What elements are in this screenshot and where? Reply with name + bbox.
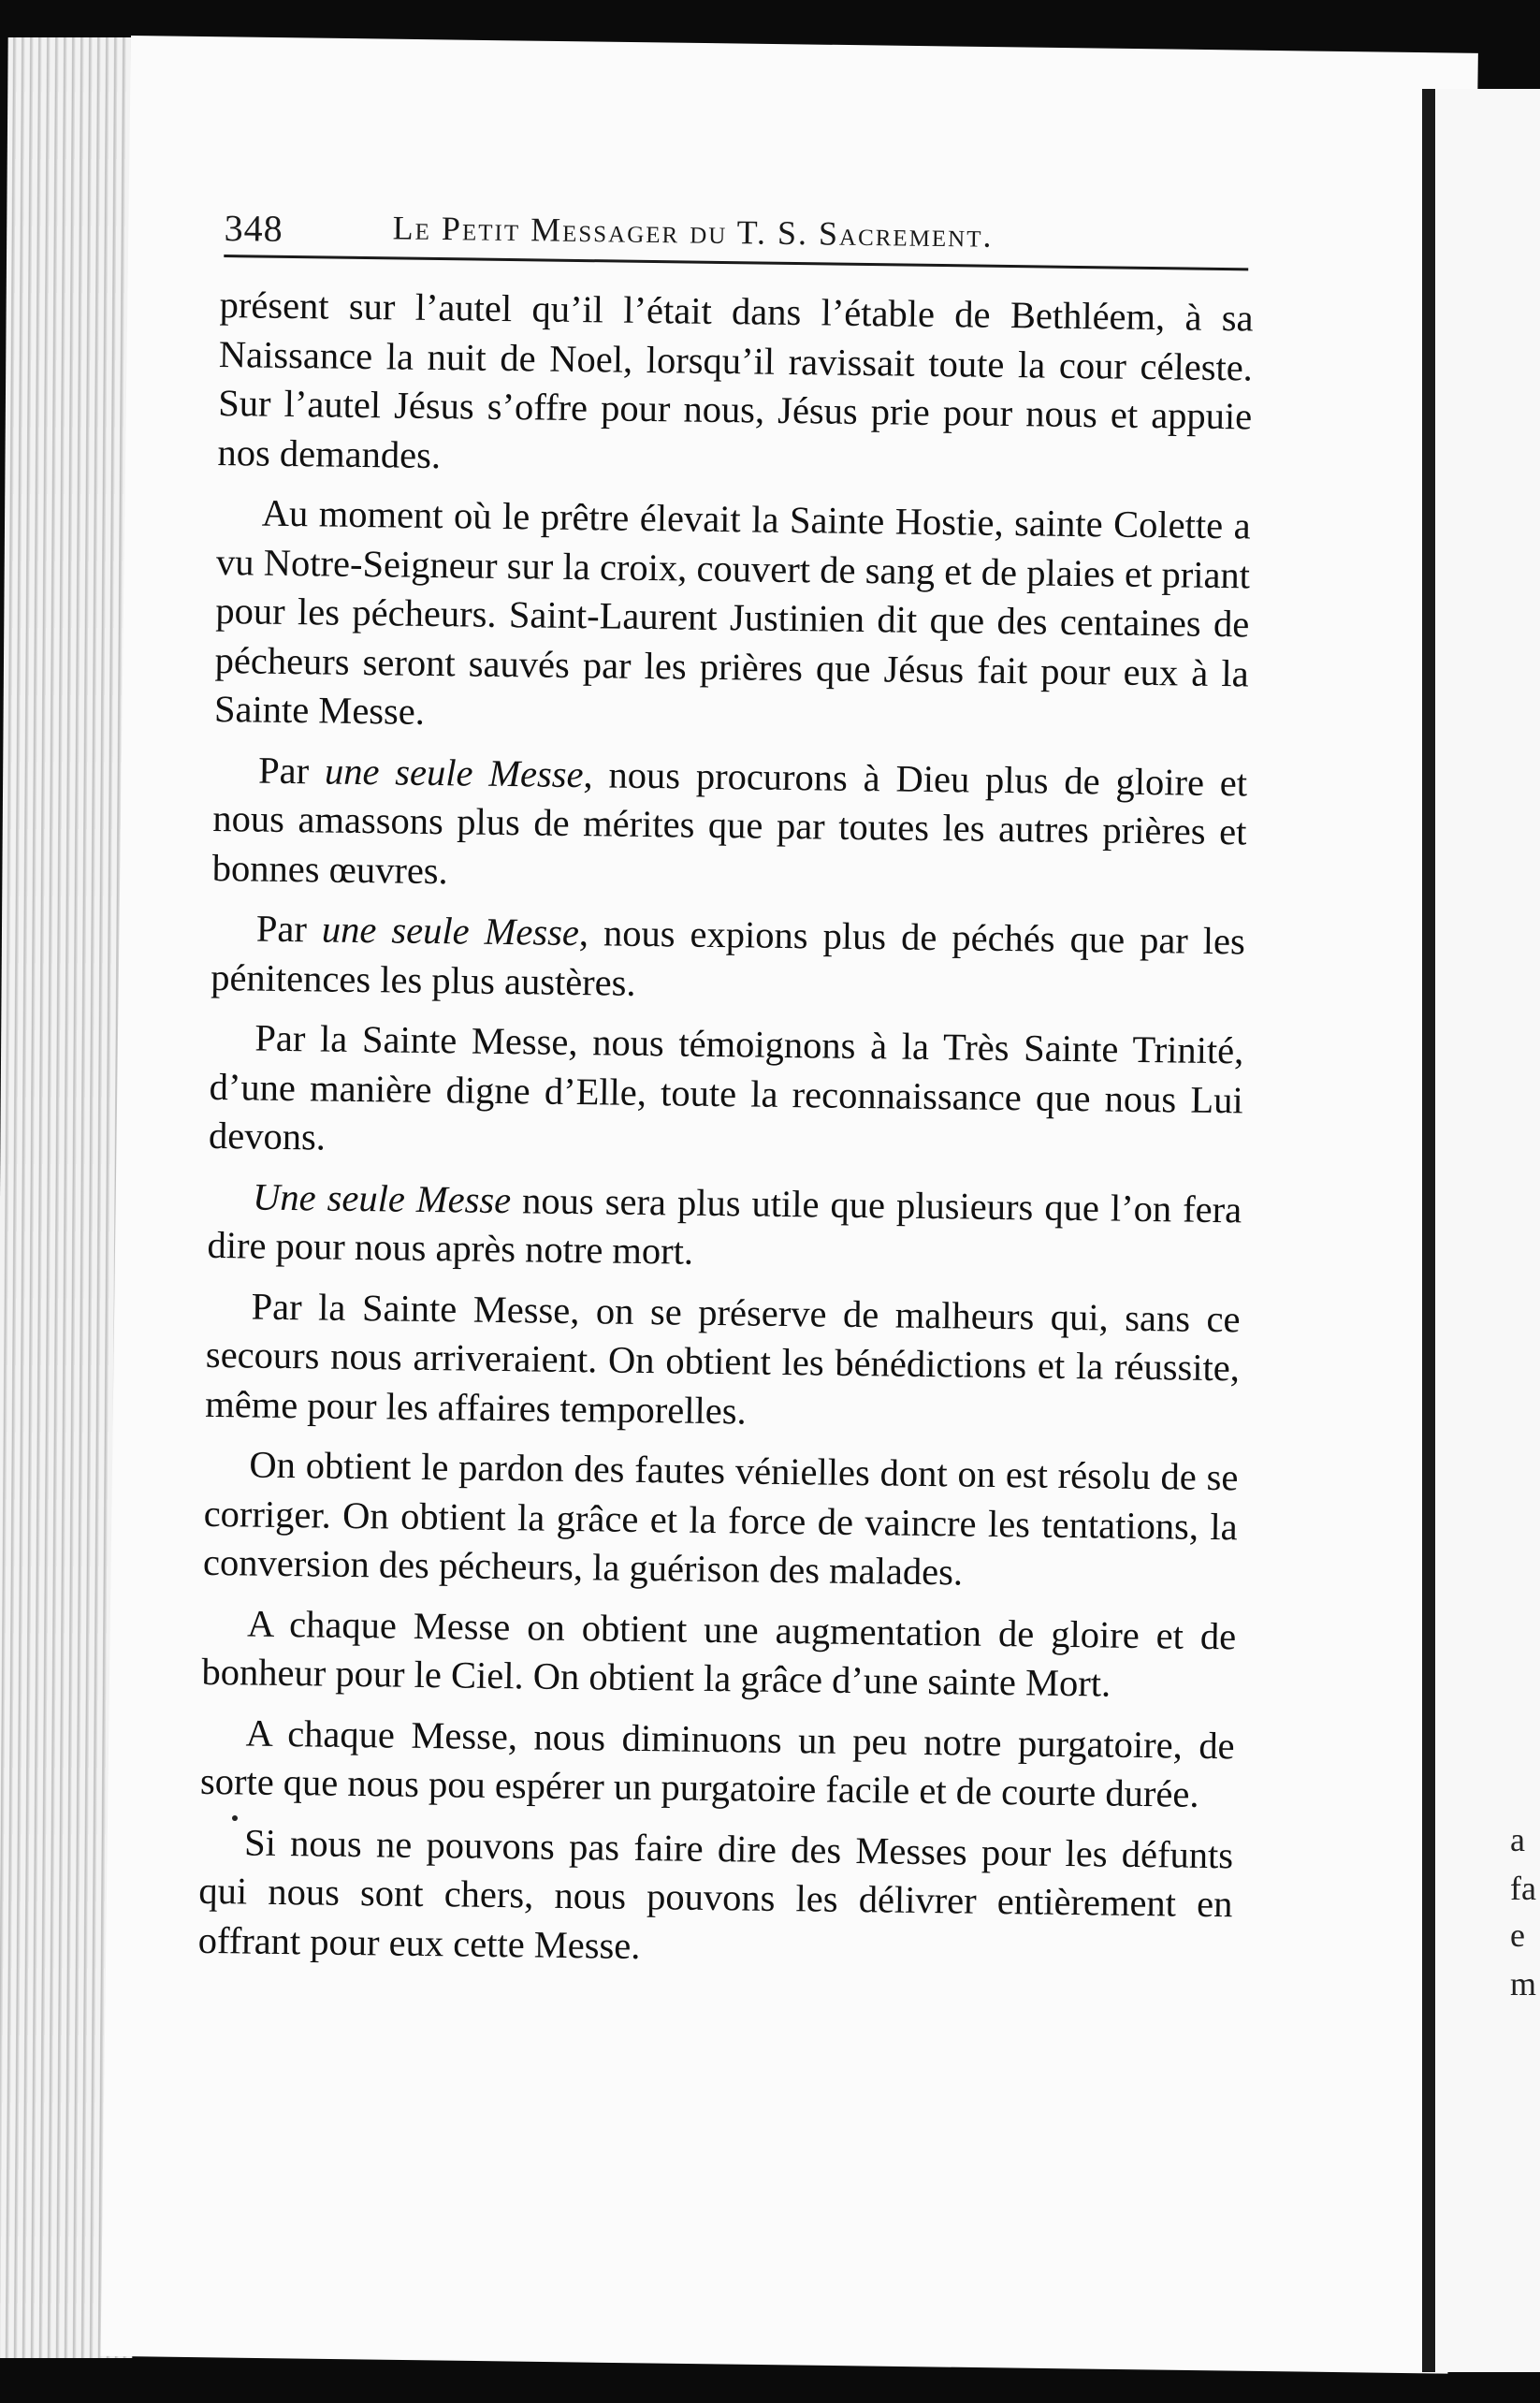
paragraph — [203, 1440, 1239, 1601]
page-number: 348 — [224, 206, 283, 250]
text-run: On obtient le pardon des fautes vénielles dont on est résolu de se corriger. On obtient la grâce et la force de vaincre les tentations, la conversion des pécheurs, la guérison des malades. — [202, 1443, 1239, 1594]
running-title: Le Petit Messager du T. S. Sacrement. — [392, 209, 994, 255]
paragraph — [211, 745, 1247, 906]
italic-text: Une seule Messe — [252, 1175, 512, 1221]
adjacent-page-fragment: fa — [1510, 1870, 1536, 1907]
text-run: Par la Sainte Messe, on se préserve de malheurs qui, sans ce secours nous arriveraient. On obtient les bénédictions et la réussite, même pour les affaires temporelles. — [204, 1285, 1241, 1432]
text-run: Par — [255, 907, 323, 951]
text-run: , nous expions plus de péchés que par les pénitences les plus austères. — [210, 911, 1246, 1004]
paragraph — [209, 1013, 1244, 1174]
paragraph — [200, 1708, 1235, 1819]
paragraph — [201, 1598, 1236, 1710]
paragraph — [211, 904, 1245, 1015]
text-run: Par — [257, 749, 326, 793]
paper-speck — [232, 1815, 238, 1821]
text-run: , nous procurons à Dieu plus de gloire et nous amassons plus de mérites que par toutes les autres prières et bonnes œuvres. — [211, 752, 1248, 892]
text-run: Par la Sainte Messe, nous témoignons à la Très Sainte Trinité, d’une manière digne d’Elle, toute la reconnaissance que nous Lui devons. — [208, 1016, 1244, 1158]
body-text — [197, 281, 1254, 1989]
adjacent-page-fragment: m — [1510, 1965, 1537, 2002]
text-run: Si nous ne pouvons pas faire dire des Messes pour les défunts qui nous sont chers, nous pouvons les délivrer entièrement en offrant pour eux cette Messe. — [197, 1820, 1234, 1967]
text-run: Au moment où le prêtre élevait la Sainte Hostie, sainte Colette a vu Notre-Seigneur sur la croix, couvert de sang et de plaies et priant pour les pécheurs. Saint-Laurent Justinien dit que des centaines de pécheurs seront sauvés par les prières que Jésus fait pour eux à la Sainte Messe. — [213, 491, 1251, 733]
italic-text: une seule Messe — [324, 750, 584, 795]
paragraph — [207, 1172, 1242, 1283]
paragraph — [214, 488, 1251, 748]
paragraph — [217, 281, 1254, 490]
paragraph — [205, 1281, 1241, 1442]
adjacent-page — [1422, 89, 1540, 2372]
text-run: présent sur l’autel qu’il l’était dans l’étable de Bethléem, à sa Naissance la nuit de Noel, lorsqu’il ravissait toute la cour céleste. Sur l’autel Jésus s’offre pour nous, Jésus prie pour nous et appuie nos demandes. — [217, 283, 1254, 476]
text-run: A chaque Messe on obtient une augmentation de gloire et de bonheur pour le Ciel. On obtient la grâce d’une sainte Mort. — [201, 1602, 1237, 1705]
italic-text: une seule Messe — [321, 908, 580, 954]
paragraph — [197, 1817, 1233, 1978]
adjacent-page-fragment: a — [1510, 1821, 1525, 1858]
text-run: A chaque Messe, nous diminuons un peu notre purgatoire, de sorte que nous pou espérer un purgatoire facile et de courte durée. — [199, 1711, 1235, 1815]
adjacent-page-fragment: e — [1510, 1916, 1525, 1954]
text-run: nous sera plus utile que plusieurs que l’on fera dire pour nous après notre mort. — [207, 1178, 1242, 1273]
